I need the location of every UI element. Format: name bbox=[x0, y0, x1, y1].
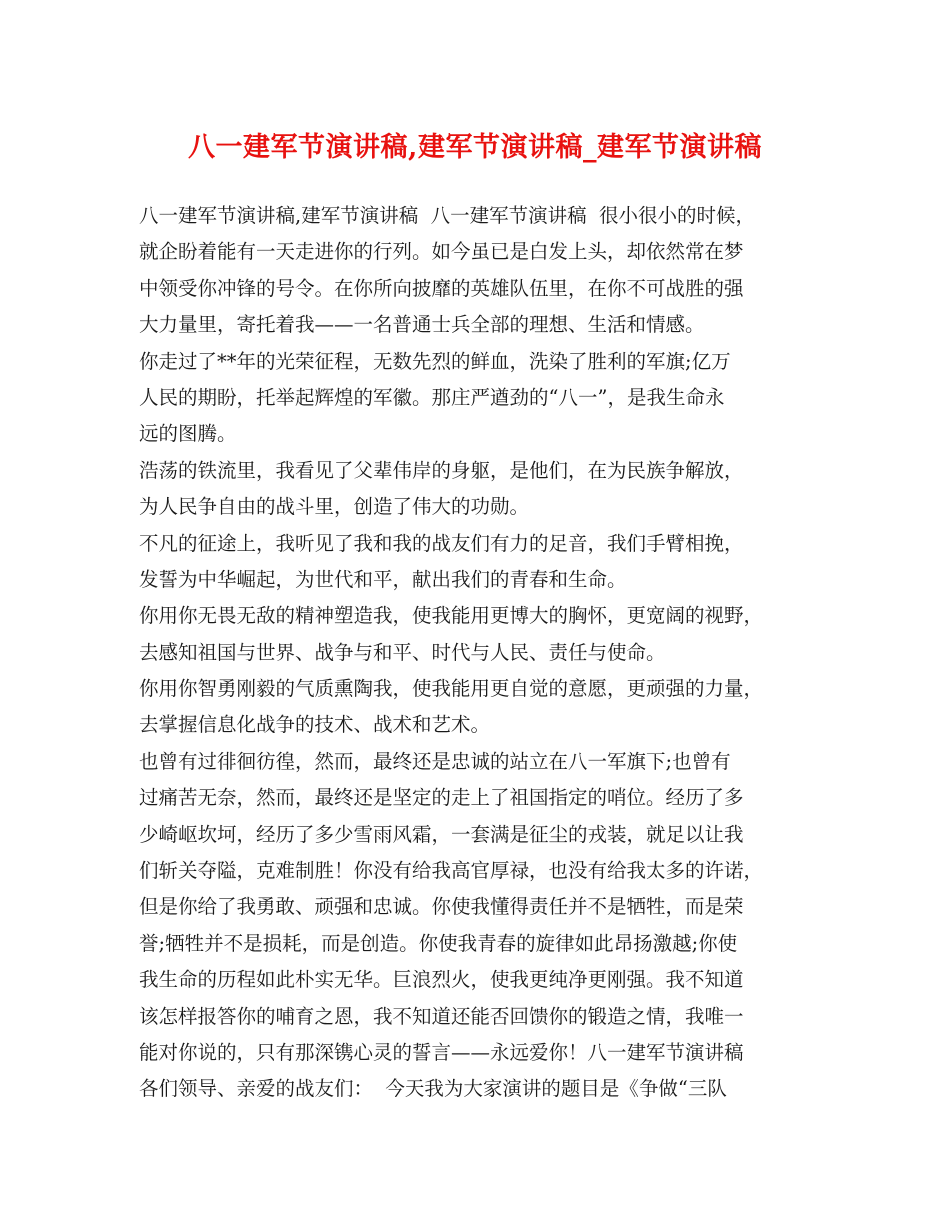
body-line: 去掌握信息化战争的技术、战术和艺术。 bbox=[139, 713, 491, 737]
body-line: 各们领导、亲爱的战友们： 今天我为大家演讲的题目是《争做“三队 bbox=[139, 1077, 727, 1101]
body-line: 人民的期盼，托举起辉煌的军徽。那庄严遒劲的“八一”，是我生命永 bbox=[139, 385, 725, 409]
body-line: 你走过了**年的光荣征程，无数先烈的鲜血，洗染了胜利的军旗;亿万 bbox=[139, 349, 731, 373]
document-body bbox=[139, 198, 819, 1108]
body-line: 该怎样报答你的哺育之恩，我不知道还能否回馈你的锻造之情，我唯一 bbox=[139, 1004, 744, 1028]
body-line: 但是你给了我勇敢、顽强和忠诚。你使我懂得责任并不是牺牲，而是荣 bbox=[139, 895, 744, 919]
body-line: 中领受你冲锋的号令。在你所向披靡的英雄队伍里，在你不可战胜的强 bbox=[139, 276, 744, 300]
body-line: 们斩关夺隘，克难制胜！你没有给我高官厚禄，也没有给我太多的许诺， bbox=[139, 859, 764, 883]
body-line: 你用你智勇刚毅的气质熏陶我，使我能用更自觉的意愿，更顽强的力量， bbox=[139, 677, 764, 701]
body-line: 八一建军节演讲稿,建军节演讲稿 八一建军节演讲稿 很小很小的时候， bbox=[139, 204, 755, 227]
body-line: 誉;牺牲并不是损耗，而是创造。你使我青春的旋律如此昂扬激越;你使 bbox=[139, 931, 738, 955]
body-line: 去感知祖国与世界、战争与和平、时代与人民、责任与使命。 bbox=[139, 640, 666, 664]
body-line: 也曾有过徘徊彷徨，然而，最终还是忠诚的站立在八一军旗下;也曾有 bbox=[139, 749, 731, 773]
body-line: 就企盼着能有一天走进你的行列。如今虽已是白发上头，却依然常在梦 bbox=[139, 240, 744, 264]
body-line: 发誓为中华崛起，为世代和平，献出我们的青春和生命。 bbox=[139, 567, 627, 591]
body-line: 为人民争自由的战斗里，创造了伟大的功勋。 bbox=[139, 495, 530, 519]
body-line: 远的图腾。 bbox=[139, 422, 237, 446]
body-line: 少崎岖坎坷，经历了多少雪雨风霜，一套满是征尘的戎装，就足以让我 bbox=[139, 822, 744, 846]
body-line: 不凡的征途上，我听见了我和我的战友们有力的足音，我们手臂相挽， bbox=[139, 531, 744, 555]
document-title: 八一建军节演讲稿,建军节演讲稿_建军节演讲稿 bbox=[188, 132, 762, 163]
body-line: 我生命的历程如此朴实无华。巨浪烈火，使我更纯净更刚强。我不知道 bbox=[139, 968, 744, 992]
body-line: 大力量里，寄托着我——一名普通士兵全部的理想、生活和情感。 bbox=[139, 313, 705, 337]
body-line: 你用你无畏无敌的精神塑造我，使我能用更博大的胸怀，更宽阔的视野， bbox=[139, 604, 764, 628]
body-line: 浩荡的铁流里，我看见了父辈伟岸的身躯，是他们，在为民族争解放， bbox=[139, 458, 744, 482]
body-line: 过痛苦无奈，然而，最终还是坚定的走上了祖国指定的哨位。经历了多 bbox=[139, 786, 744, 810]
body-line: 能对你说的，只有那深镌心灵的誓言——永远爱你！八一建军节演讲稿 bbox=[139, 1040, 744, 1064]
